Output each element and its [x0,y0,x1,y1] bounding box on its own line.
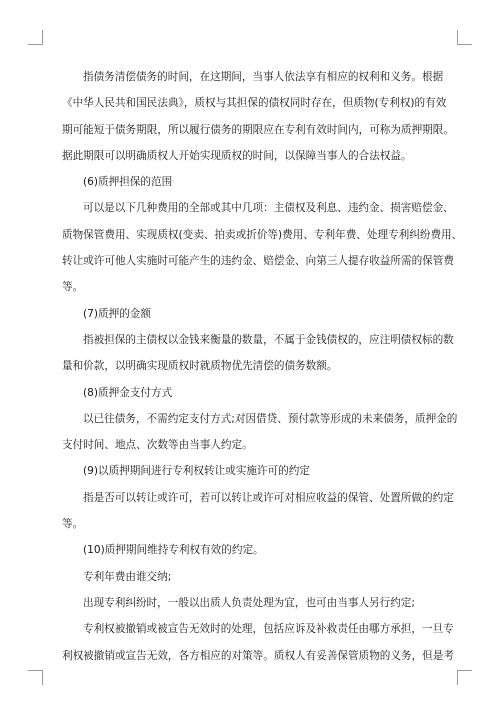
paragraph-line: 《中华人民共和国民法典》，质权与其担保的债权同时存在，但质物(专利权)的有效 [62,97,447,110]
paragraph-line: 利权被撤销或宣告无效，各方相应的对策等。质权人有妥善保管质物的义务，但是考 [62,649,454,662]
paragraph-line: 期可能短于债务期限，所以履行债务的期限应在专利有效时间内，可称为质押期限。 [62,123,454,136]
paragraph-line: 可以是以下几种费用的全部或其中几项：主债权及利息、违约金、损害赔偿金、 [83,202,454,215]
paragraph-line: 量和价款，以明确实现质权时就质物优先清偿的债务数额。 [62,360,338,373]
section-heading-6: (6)质押担保的范围 [83,176,173,189]
section-heading-9: (9)以质押期间进行专利权转让或实施许可的约定 [83,465,310,478]
paragraph-line: 等。 [62,518,84,531]
paragraph-line: 转让或许可他人实施时可能产生的违约金、赔偿金、向第三人提存收益所需的保管费 [62,255,454,268]
paragraph-line: 等。 [62,281,84,294]
paragraph-line: 专利年费由谁交纳; [83,570,172,583]
paragraph-line: 专利权被撤销或被宣告无效时的处理，包括应诉及补救责任由哪方承担，一旦专 [83,623,454,636]
paragraph-line: 出现专利纠纷时，一般以出质人负责处理为宜，也可由当事人另行约定; [83,596,415,609]
section-heading-8: (8)质押金支付方式 [83,386,173,399]
paragraph-line: 据此期限可以明确质权人开始实现质权的时间，以保障当事人的合法权益。 [62,149,412,162]
paragraph-line: 指被担保的主债权以金钱来衡量的数量，不属于金钱债权的，应注明债权标的数 [83,333,454,346]
paragraph-line: 质物保管费用、实现质权(变卖、拍卖或折价等)费用、专利年费、处理专利纠纷费用、 [62,228,463,241]
document-body [62,64,463,669]
paragraph-line: 指债务清偿债务的时间，在这期间，当事人依法享有相应的权利和义务。根据 [83,71,444,83]
crop-mark-top-right [457,30,472,45]
paragraph-line: 以已往债务，不需约定支付方式;对因借贷、预付款等形成的未来债务，质押金的 [83,412,458,425]
section-heading-7: (7)质押的金额 [83,307,151,320]
crop-mark-top-left [28,30,43,45]
paragraph-line: 指是否可以转让或许可，若可以转让或许可对相应收益的保管、处置所做的约定 [83,491,454,504]
crop-mark-bottom-left [28,670,43,685]
section-heading-10: (10)质押期间维持专利权有效的约定。 [83,544,264,557]
paragraph-line: 支付时间、地点、次数等由当事人约定。 [62,439,253,452]
crop-mark-bottom-right [457,670,472,685]
